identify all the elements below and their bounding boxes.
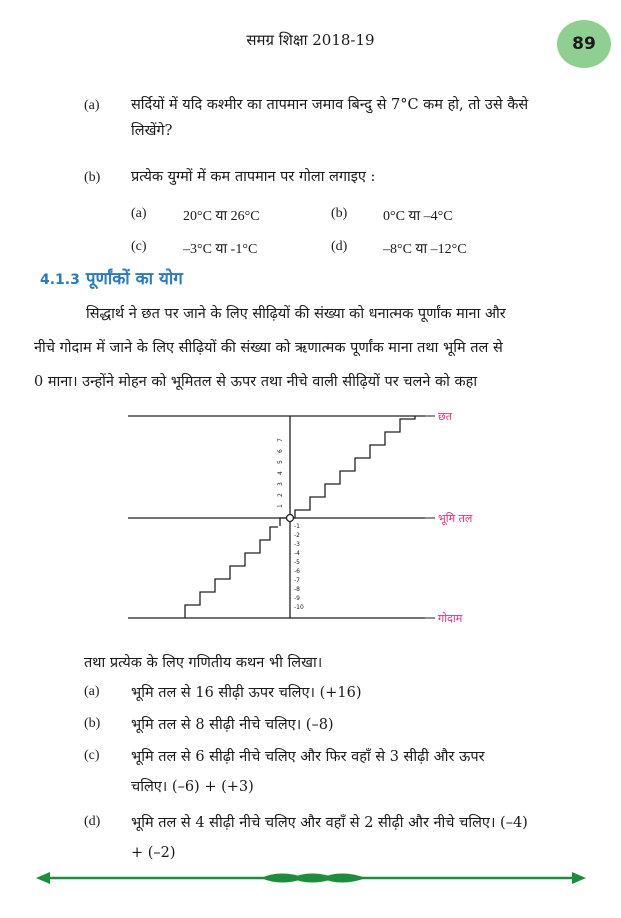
axis-number-down: -4 [294, 550, 300, 557]
axis-number-up: 4 [277, 471, 284, 475]
section-title: पूर्णांकों का योग [85, 269, 183, 289]
pair-a-value: 20°C या 26°C [183, 209, 260, 224]
page-number-badge: 89 [557, 20, 611, 68]
question-a-text [131, 92, 586, 144]
question-a-line1: सर्दियों में यदि कश्मीर का तापमान जमाव बिन्दु से 7°C कम हो, तो उसे कैसे [131, 97, 529, 113]
pair-d-label: (d) [331, 239, 348, 254]
pair-b-value: 0°C या –4°C [383, 209, 453, 224]
paragraph-line: 0 माना। उन्होंने मोहन को भूमितल से ऊपर तथा नीचे वाली सीढ़ियों पर चलने को कहा [34, 374, 478, 390]
item-line: भूमि तल से 4 सीढ़ी नीचे चलिए और वहाँ से 2 सीढ़ी और नीचे चलिए। (–4) [131, 815, 528, 831]
item-a-label: (a) [84, 684, 100, 699]
axis-number-down: -6 [294, 568, 300, 575]
item-b-label: (b) [84, 716, 101, 731]
question-b-text: प्रत्येक युग्मों में कम तापमान पर गोला लगाइए : [131, 169, 376, 185]
axis-number-down: -7 [294, 577, 300, 584]
pair-d-value: –8°C या –12°C [383, 242, 467, 257]
question-b-label: (b) [84, 170, 101, 185]
axis-number-up: 1 [277, 504, 284, 508]
axis-number-down: -8 [294, 586, 300, 593]
axis-number-up: 2 [277, 493, 284, 497]
item-line: + (–2) [131, 845, 176, 861]
axis-number-up: 7 [277, 438, 284, 442]
intro-paragraph [34, 297, 584, 399]
axis-number-down: -1 [294, 523, 300, 530]
axis-number-up: 5 [277, 460, 284, 464]
statement-intro: तथा प्रत्येक के लिए गणितीय कथन भी लिखा। [84, 655, 323, 671]
paragraph-line: सिद्धार्थ ने छत पर जाने के लिए सीढ़ियों की संख्या को धनात्मक पूर्णांक माना और [86, 306, 506, 322]
origin-point [287, 515, 294, 522]
item-b-text [131, 710, 586, 740]
upper-stairs [280, 416, 415, 526]
lower-stairs [185, 527, 278, 618]
paragraph-line: नीचे गोदाम में जाने के लिए सीढ़ियों की संख्या को ऋणात्मक पूर्णांक माना तथा भूमि तल से [34, 340, 503, 356]
roof-label: छत [438, 410, 452, 423]
item-line: भूमि तल से 6 सीढ़ी नीचे चलिए और फिर वहाँ से 3 सीढ़ी और ऊपर [131, 749, 485, 765]
footer-ornament [36, 868, 586, 888]
section-heading [40, 266, 183, 289]
item-line: चलिए। (–6) + (+3) [131, 779, 254, 795]
axis-number-up: 6 [277, 449, 284, 453]
axis-number-down: -10 [294, 604, 304, 611]
item-a-text [131, 678, 586, 708]
section-number: 4.1.3 [40, 272, 80, 288]
axis-number-down: -5 [294, 559, 300, 566]
item-c-label: (c) [84, 748, 100, 763]
axis-number-up: 3 [277, 482, 284, 486]
item-line: भूमि तल से 8 सीढ़ी नीचे चलिए। (–8) [131, 717, 334, 733]
ground-label: भूमि तल [438, 512, 473, 525]
basement-label: गोदाम [438, 612, 463, 625]
item-line: भूमि तल से 16 सीढ़ी ऊपर चलिए। (+16) [131, 685, 362, 701]
staircase-diagram [110, 400, 510, 630]
question-a-label: (a) [84, 98, 100, 113]
pair-c-label: (c) [131, 239, 147, 254]
item-d-text [131, 808, 586, 868]
page-header: समग्र शिक्षा 2018-19 [246, 31, 375, 49]
item-c-text [131, 742, 586, 802]
pair-c-value: –3°C या -1°C [183, 242, 258, 257]
axis-number-down: -2 [294, 532, 300, 539]
question-a-line2: लिखेंगे? [131, 123, 173, 139]
pair-b-label: (b) [331, 206, 348, 221]
axis-number-down: -9 [294, 595, 300, 602]
item-d-label: (d) [84, 814, 101, 829]
axis-number-down: -3 [294, 541, 300, 548]
pair-a-label: (a) [131, 206, 147, 221]
